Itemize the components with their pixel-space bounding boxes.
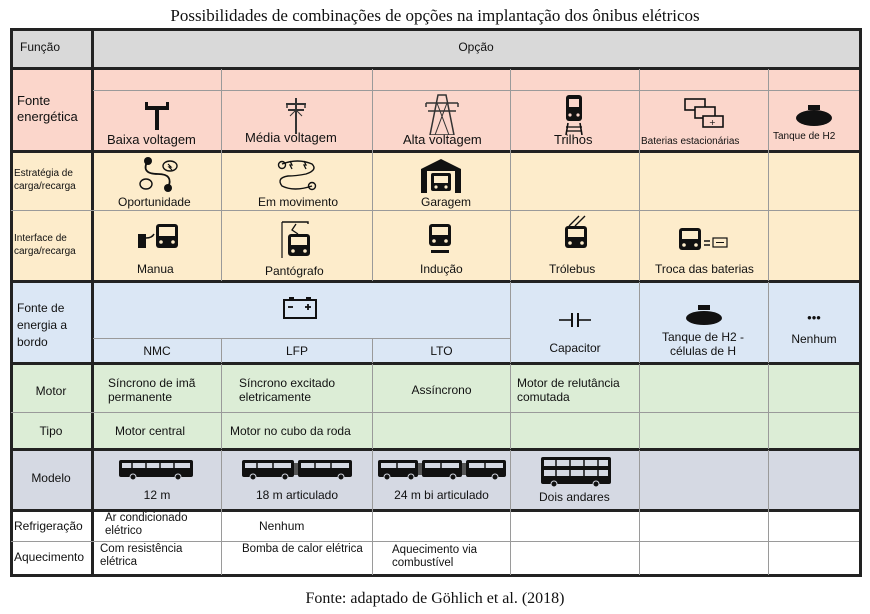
capacitor-icon bbox=[559, 312, 591, 328]
opportunity-charging-icon bbox=[138, 156, 180, 194]
low-voltage-pole-icon bbox=[143, 100, 171, 130]
model-24m: 24 m bi articulado bbox=[394, 488, 489, 502]
label-refrigeracao: Refrigeração bbox=[14, 519, 83, 533]
motor-sincrono-ima: Síncrono de imã permanente bbox=[108, 376, 196, 404]
model-dois-andares: Dois andares bbox=[539, 490, 610, 504]
medium-voltage-pole-icon bbox=[284, 96, 308, 134]
energy-media-voltagem: Média voltagem bbox=[245, 130, 337, 145]
tram-rails-icon bbox=[563, 93, 585, 135]
heating-bomba-calor: Bomba de calor elétrica bbox=[242, 543, 363, 555]
energy-baterias-estacionarias: Baterias estacionárias bbox=[641, 136, 740, 147]
strategy-garagem: Garagem bbox=[421, 195, 472, 209]
motor-relutancia: Motor de relutância comutada bbox=[517, 376, 620, 404]
energy-trilhos: Trilhos bbox=[554, 132, 593, 147]
label-aquecimento: Aquecimento bbox=[14, 550, 85, 564]
high-voltage-tower-icon bbox=[424, 93, 460, 135]
stationary-batteries-icon bbox=[683, 97, 725, 129]
label-fonte-energetica: Fonte energética bbox=[17, 93, 78, 124]
battery-icon bbox=[282, 296, 318, 320]
label-estrategia: Estratégia de carga/recarga bbox=[14, 168, 76, 192]
hydrogen-tank-icon bbox=[794, 103, 834, 127]
in-motion-charging-icon bbox=[274, 156, 320, 194]
bus-24m-icon bbox=[377, 459, 507, 481]
onboard-tanque-h2: Tanque de H2 - células de H bbox=[661, 330, 745, 358]
heating-resistencia: Com resistência elétrica bbox=[100, 543, 183, 568]
hydrogen-tank-onboard-icon bbox=[684, 304, 724, 326]
svg-text:+: + bbox=[709, 118, 716, 127]
interface-trolebus: Trólebus bbox=[549, 262, 596, 276]
trolleybus-icon bbox=[561, 214, 591, 250]
label-interface: Interface de carga/recarga bbox=[14, 233, 76, 257]
interface-manua: Manua bbox=[137, 262, 174, 276]
onboard-capacitor: Capacitor bbox=[549, 341, 601, 355]
figure-caption: Fonte: adaptado de Göhlich et al. (2018) bbox=[305, 590, 565, 607]
strategy-em-movimento: Em movimento bbox=[258, 195, 339, 209]
energy-tanque-h2: Tanque de H2 bbox=[773, 131, 836, 142]
bus-18m-icon bbox=[241, 459, 353, 481]
onboard-nmc: NMC bbox=[143, 344, 171, 358]
interface-inducao: Indução bbox=[420, 262, 463, 276]
manual-plug-icon bbox=[136, 222, 180, 250]
label-motor: Motor bbox=[35, 384, 67, 398]
battery-swap-icon bbox=[677, 226, 731, 254]
garage-icon bbox=[419, 157, 463, 193]
header-opcao: Opção bbox=[458, 40, 494, 54]
tipo-motor-cubo: Motor no cubo da roda bbox=[230, 424, 351, 438]
figure-title: Possibilidades de combinações de opções na implantação dos ônibus elétricos bbox=[170, 6, 700, 25]
heating-combustivel: Aquecimento via combustível bbox=[392, 544, 478, 569]
onboard-lfp: LFP bbox=[285, 344, 308, 358]
cooling-nenhum: Nenhum bbox=[259, 519, 305, 533]
motor-sincrono-excitado: Síncrono excitado eletricamente bbox=[239, 376, 336, 404]
label-fonte-bordo: Fonte de energia a bordo bbox=[17, 301, 68, 349]
header-funcao: Função bbox=[20, 40, 61, 54]
energy-alta-voltagem: Alta voltagem bbox=[403, 132, 482, 147]
interface-pantografo: Pantógrafo bbox=[265, 264, 324, 278]
motor-assincrono: Assíncrono bbox=[411, 383, 472, 397]
pantograph-icon bbox=[278, 220, 312, 258]
model-12m: 12 m bbox=[143, 488, 171, 502]
energy-baixa-voltagem: Baixa voltagem bbox=[107, 132, 196, 147]
strategy-oportunidade: Oportunidade bbox=[118, 195, 191, 209]
induction-bus-icon bbox=[427, 222, 453, 256]
model-18m: 18 m articulado bbox=[255, 488, 339, 502]
interface-troca-baterias: Troca das baterias bbox=[655, 262, 754, 276]
double-decker-bus-icon bbox=[540, 456, 612, 488]
onboard-lto: LTO bbox=[430, 344, 453, 358]
bus-12m-icon bbox=[118, 459, 194, 481]
onboard-ellipsis: ••• bbox=[807, 310, 821, 325]
tipo-motor-central: Motor central bbox=[115, 424, 186, 438]
label-tipo: Tipo bbox=[39, 424, 63, 438]
label-modelo: Modelo bbox=[31, 471, 71, 485]
onboard-nenhum: Nenhum bbox=[791, 332, 837, 346]
cooling-ar-condicionado: Ar condicionado elétrico bbox=[105, 512, 188, 537]
